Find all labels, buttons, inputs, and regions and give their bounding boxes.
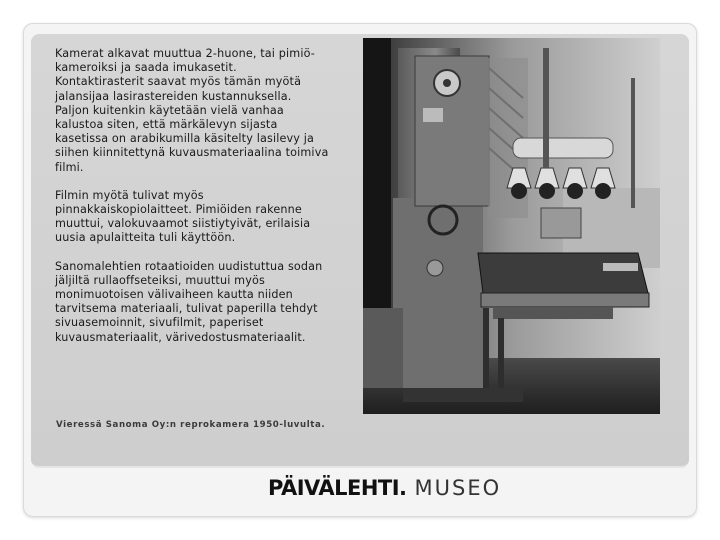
body-text: [55, 47, 355, 359]
reprocamera-photo: [363, 38, 660, 414]
paragraph-2: Filmin myötä tulivat myös pinnakkaiskopiolaitteet. Pimiöiden rakenne muuttui, valokuvaamot siistiytyivät, erilaisia uusia apulaitteita tuli käyttöön.: [55, 188, 311, 245]
photo-caption: Vieressä Sanoma Oy:n reprokamera 1950-luvulta.: [56, 420, 326, 430]
paivalehti-museo-logo: [268, 476, 501, 500]
paragraph-1: Kamerat alkavat muuttua 2-huone, tai pimiö- kameroiksi ja saada imukasetit. Kontaktirasterit saavat myös tämän myötä jalansijaa lasirastereiden kustannuksella. Paljon kuitenkin käytetään vielä vanhaa kalustoa siten, että märkälevyn sijasta kasetissa on arabikumilla käsitelty lasilevy ja siihen kiinnitettynä kuvausmateriaalina toimiva filmi.: [55, 47, 329, 174]
logo-brand: PÄIVÄLEHTI.: [268, 476, 407, 500]
paragraph-3: Sanomalehtien rotaatioiden uudistuttua sodan jäljiltä rullaoffseteiksi, muuttui myös monimuotoisen välivaiheen kautta niiden tarvitsema materiaali, tulivat paperilla tehdyt sivuasemoinnit, sivufilmit, paperiset kuvausmateriaalit, värivedostusmateriaalit.: [55, 259, 323, 344]
logo-museo: MUSEO: [414, 476, 502, 500]
reprocamera-image: [363, 38, 660, 414]
